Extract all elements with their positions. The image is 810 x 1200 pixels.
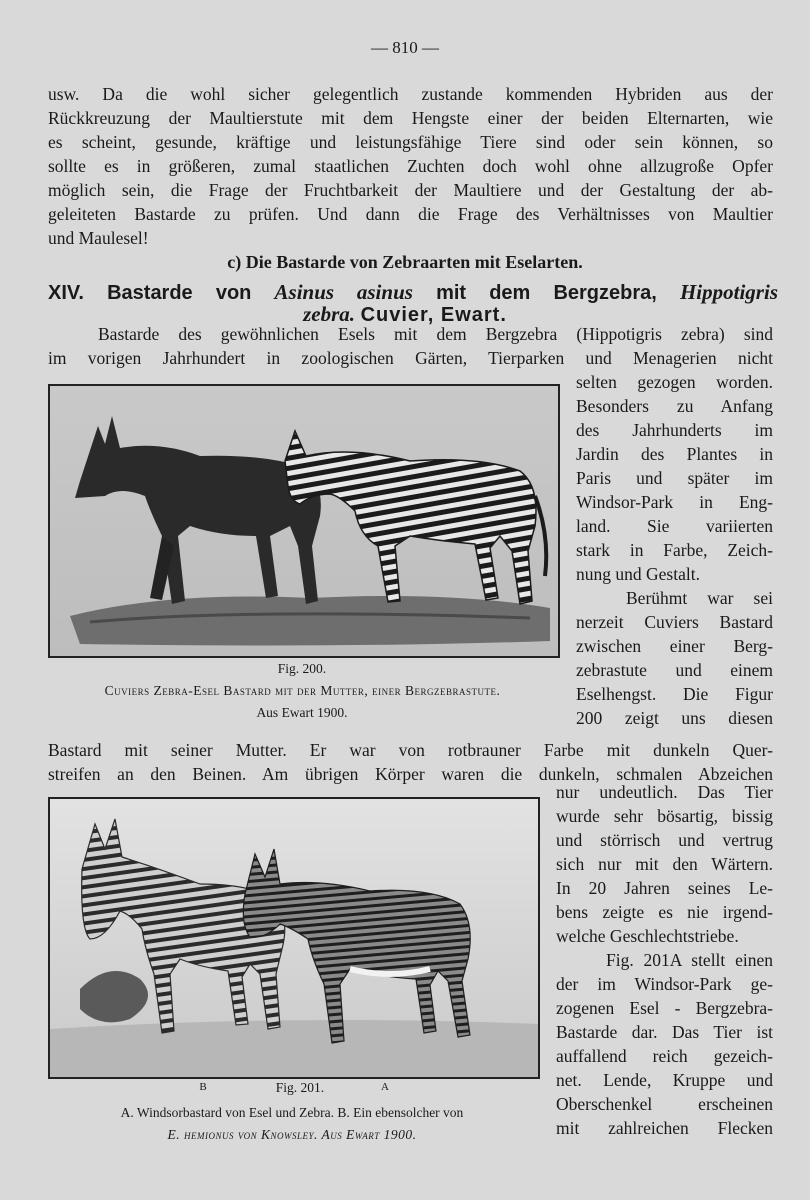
figure-201-source: E. hemionus von Knowsley. Aus Ewart 1900. xyxy=(167,1127,417,1142)
heading-species-zebra: zebra. xyxy=(303,302,356,326)
windsor-hybrids-illustration xyxy=(50,799,538,1077)
heading-species-asinus: Asinus asinus xyxy=(274,280,413,304)
text-line: geleiteten Bastarde zu prüfen. Und dann die Frage des Verhältnisses von Maultier xyxy=(48,204,773,224)
text-line: auffallend reich gezeich- xyxy=(556,1046,773,1066)
text-line: Paris und später im xyxy=(576,468,773,488)
text-line: und Maulesel! xyxy=(48,228,149,248)
text-line: Fig. 201A stellt einen xyxy=(606,950,773,970)
text-line: der im Windsor-Park ge- xyxy=(556,974,773,994)
text-line: und störrisch und vertrug xyxy=(556,830,773,850)
heading-authors: Cuvier, Ewart. xyxy=(360,304,507,326)
text-line: es scheint, gesunde, kräftige und leistungsfähige Tiere sind oder sein können, so xyxy=(48,132,773,152)
text-line: nur undeutlich. Das Tier xyxy=(556,782,773,802)
body-paragraph-2 xyxy=(48,738,773,786)
text-line: Besonders zu Anfang xyxy=(576,396,773,416)
zebra-donkey-hybrid-illustration xyxy=(50,386,558,656)
text-line: Eselhengst. Die Figur xyxy=(576,684,773,704)
intro-paragraph xyxy=(48,82,773,250)
figure-201-image xyxy=(48,797,540,1079)
heading-prefix: XIV. Bastarde von xyxy=(48,282,252,304)
figure-201-label-b: B xyxy=(199,1081,207,1093)
figure-201-caption: A. Windsorbastard von Esel und Zebra. B. Ein ebensolcher von xyxy=(120,1105,464,1120)
text-line: Bastard mit seiner Mutter. Er war von rotbrauner Farbe mit dunkeln Quer- xyxy=(48,740,773,760)
figure-201-label: Fig. 201. xyxy=(275,1080,325,1095)
text-line: zogenen Esel - Bergzebra- xyxy=(556,998,773,1018)
figure-200-caption: Cuviers Zebra-Esel Bastard mit der Mutter, einer Bergzebrastute. xyxy=(104,683,501,698)
heading-mid: mit dem Bergzebra, xyxy=(436,282,657,304)
figure-200-label: Fig. 200. xyxy=(277,661,327,676)
text-line: selten gezogen worden. xyxy=(576,372,773,392)
section-subheading: c) Die Bastarde von Zebraarten mit Eselarten. xyxy=(227,252,583,272)
figure-201-label-a: A xyxy=(381,1081,389,1093)
text-line: nung und Gestalt. xyxy=(576,564,700,584)
text-line: sollte es in größeren, zumal staatlichen Zuchten doch wohl ohne allzugroße Opfer xyxy=(48,156,773,176)
text-line: land. Sie variierten xyxy=(576,516,773,536)
text-line: usw. Da die wohl sicher gelegentlich zustande kommenden Hybriden aus der xyxy=(48,84,773,104)
body-right-column-2 xyxy=(556,780,773,1140)
text-line: Berühmt war sei xyxy=(626,588,773,608)
text-line: wurde sehr bösartig, bissig xyxy=(556,806,773,826)
body-paragraph-1 xyxy=(48,322,773,370)
text-line: streifen an den Beinen. Am übrigen Körper waren die dunkeln, schmalen Abzeichen xyxy=(48,764,773,784)
text-line: sich nur mit den Wärtern. xyxy=(556,854,773,874)
text-line: net. Lende, Kruppe und xyxy=(556,1070,773,1090)
text-line: 200 zeigt uns diesen xyxy=(576,708,773,728)
text-line: stark in Farbe, Zeich- xyxy=(576,540,773,560)
text-line: Bastarde des gewöhnlichen Esels mit dem Bergzebra (Hippotigris zebra) sind xyxy=(98,324,773,344)
text-line: im vorigen Jahrhundert in zoologischen Gärten, Tierparken und Menagerien nicht xyxy=(48,348,773,368)
text-line: zebrastute und einem xyxy=(576,660,773,680)
text-line: In 20 Jahren seines Le- xyxy=(556,878,773,898)
heading-species-hippotigris: Hippotigris xyxy=(679,280,778,304)
body-right-column-1 xyxy=(576,370,773,730)
text-line: Oberschenkel erscheinen xyxy=(556,1094,773,1114)
text-line: nerzeit Cuviers Bastard xyxy=(576,612,773,632)
figure-200-source: Aus Ewart 1900. xyxy=(256,705,348,720)
figure-200-image xyxy=(48,384,560,658)
text-line: mit zahlreichen Flecken xyxy=(556,1118,773,1138)
text-line: Bastarde dar. Das Tier ist xyxy=(556,1022,773,1042)
page-number: — 810 — xyxy=(371,38,439,57)
text-line: Windsor-Park in Eng- xyxy=(576,492,773,512)
text-line: möglich sein, die Frage der Fruchtbarkeit der Maultiere und der Gestaltung der ab- xyxy=(48,180,773,200)
text-line: des Jahrhunderts im xyxy=(576,420,773,440)
text-line: zwischen einer Berg- xyxy=(576,636,773,656)
text-line: welche Geschlechtstriebe. xyxy=(556,926,739,946)
text-line: Rückkreuzung der Maultierstute mit dem Hengste einer der beiden Elternarten, wie xyxy=(48,108,773,128)
text-line: Jardin des Plantes in xyxy=(576,444,773,464)
text-line: bens zeigte es nie irgend- xyxy=(556,902,773,922)
